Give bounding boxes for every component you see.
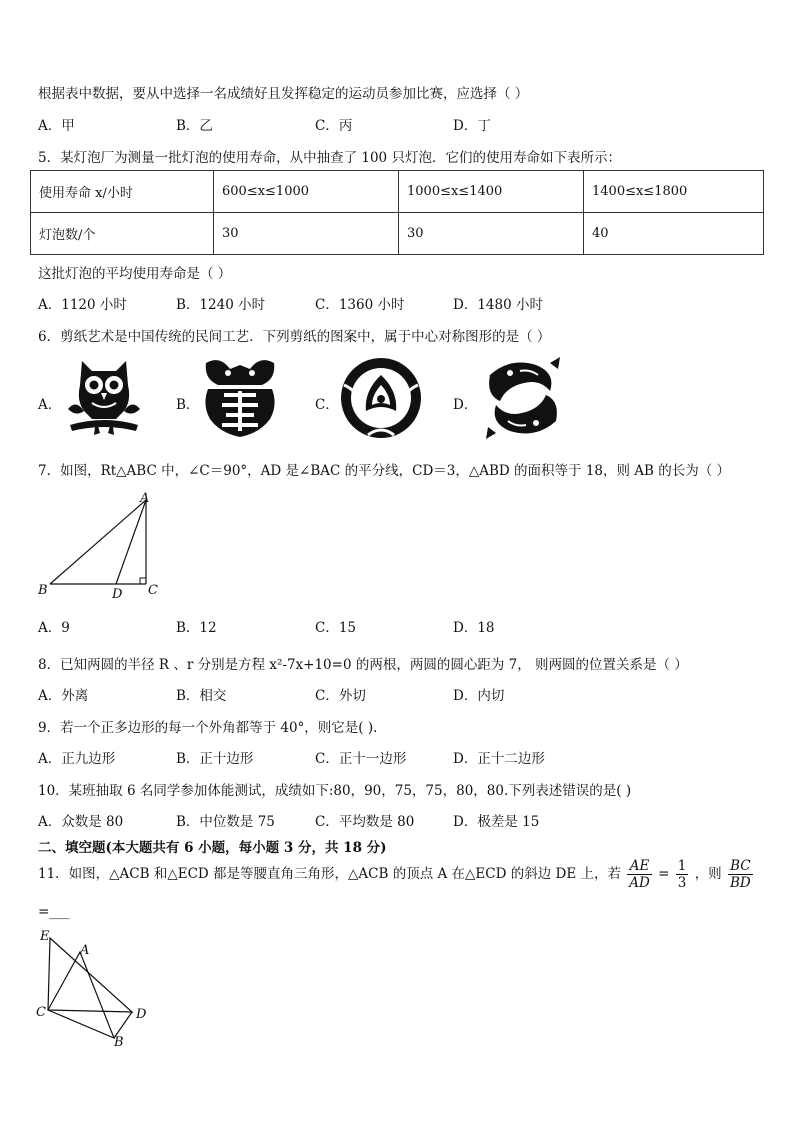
q11-answer-blank[interactable]: =___ [38, 904, 70, 920]
q11-fraction-bc-bd [728, 858, 753, 891]
table-cell: 灯泡数/个 [31, 213, 214, 255]
q5-options [38, 293, 758, 313]
q5-question: 这批灯泡的平均使用寿命是（ ） [38, 266, 232, 282]
table-cell: 使用寿命 x/小时 [31, 171, 214, 213]
q7-label-b: B [38, 583, 48, 598]
q10-stem: 10．某班抽取 6 名同学参加体能测试，成绩如下:80，90，75，75，80，80.下列表述错误的是( ) [38, 783, 632, 799]
q6-stem: 6．剪纸艺术是中国传统的民间工艺．下列剪纸的图案中，属于中心对称图形的是（ ） [38, 329, 551, 345]
q9-option-d[interactable]: D．正十二边形 [453, 751, 545, 767]
q8-option-a[interactable]: A．外离 [38, 688, 89, 704]
q8-stem: 8．已知两圆的半径 R 、r 分别是方程 x²-7x+10=0 的两根，两圆的圆心距为 7， 则两圆的位置关系是（ ） [38, 657, 688, 673]
frac-denominator: BD [729, 875, 751, 891]
q7-label-d: D [112, 587, 123, 600]
q4-option-b[interactable]: B．乙 [176, 118, 213, 134]
q5-option-d[interactable]: D．1480 小时 [453, 297, 543, 313]
q7-label-a: A [140, 491, 150, 506]
q7-option-c[interactable]: C．15 [315, 620, 357, 636]
q7-stem: 7．如图，Rt△ABC 中，∠C＝90°，AD 是∠BAC 的平分线，CD＝3，△ABD 的面积等于 18，则 AB 的长为（ ） [38, 463, 731, 479]
q4-options [38, 114, 758, 134]
q10-option-d[interactable]: D．极差是 15 [453, 814, 540, 830]
frac-numerator: 1 [677, 858, 687, 874]
q4-option-d[interactable]: D．丁 [453, 118, 491, 134]
q9-option-c[interactable]: C．正十一边形 [315, 751, 407, 767]
swirl-fish-papercut-icon[interactable] [480, 355, 566, 445]
frac-numerator: AE [627, 858, 652, 875]
frac-denominator: AD [629, 875, 650, 891]
q8-option-b[interactable]: B．相交 [176, 688, 227, 704]
q11-label-e: E [40, 929, 50, 944]
q6-papercut-images [38, 355, 598, 445]
frac-numerator: BC [728, 858, 753, 875]
q10-option-c[interactable]: C．平均数是 80 [315, 814, 415, 830]
q4-option-c[interactable]: C．丙 [315, 118, 353, 134]
table-cell: 30 [399, 213, 584, 255]
q11-label-c: C [36, 1005, 46, 1020]
q9-stem: 9．若一个正多边形的每一个外角都等于 40°，则它是( ). [38, 720, 378, 736]
q10-option-b[interactable]: B．中位数是 75 [176, 814, 275, 830]
table-cell: 40 [584, 213, 764, 255]
q11-label-a: A [80, 943, 90, 958]
q7-option-b[interactable]: B．12 [176, 620, 217, 636]
double-happiness-papercut-icon[interactable] [200, 355, 280, 445]
q5-lifespan-table [30, 170, 764, 255]
q11-stem-mid: ，则 [694, 866, 722, 882]
q6-label-b[interactable]: B． [176, 397, 200, 413]
table-cell: 600≤x≤1000 [214, 171, 399, 213]
table-cell: 1000≤x≤1400 [399, 171, 584, 213]
q9-option-b[interactable]: B．正十边形 [176, 751, 254, 767]
q11-fraction-ae-ad [627, 858, 652, 891]
table-row [31, 171, 764, 213]
q10-options [38, 810, 758, 830]
q11-label-b: B [114, 1035, 124, 1050]
section-title: 二、填空题(本大题共有 6 小题，每小题 3 分，共 18 分) [38, 840, 387, 856]
q11-stem-text: 11．如图，△ACB 和△ECD 都是等腰直角三角形，△ACB 的顶点 A 在△ECD 的斜边 DE 上，若 [38, 866, 621, 882]
frac-denominator: 3 [677, 875, 687, 891]
q7-label-c: C [148, 583, 158, 598]
q5-option-a[interactable]: A．1120 小时 [38, 297, 127, 313]
q9-options [38, 747, 758, 767]
q5-option-c[interactable]: C．1360 小时 [315, 297, 405, 313]
three-fish-papercut-icon[interactable] [338, 355, 424, 445]
q6-label-c[interactable]: C． [315, 397, 339, 413]
table-cell: 1400≤x≤1800 [584, 171, 764, 213]
q8-option-d[interactable]: D．内切 [453, 688, 505, 704]
intro-text: 根据表中数据，要从中选择一名成绩好且发挥稳定的运动员参加比赛，应选择（ ） [38, 86, 529, 102]
q9-option-a[interactable]: A．正九边形 [38, 751, 116, 767]
q6-label-d[interactable]: D． [453, 397, 478, 413]
q11-fraction-one-third [676, 858, 689, 891]
q7-triangle-figure [34, 488, 164, 604]
q8-option-c[interactable]: C．外切 [315, 688, 366, 704]
q10-option-a[interactable]: A．众数是 80 [38, 814, 124, 830]
q5-option-b[interactable]: B．1240 小时 [176, 297, 266, 313]
q6-label-a[interactable]: A． [38, 397, 62, 413]
q7-options [38, 616, 758, 636]
q8-options [38, 684, 758, 704]
q7-option-d[interactable]: D．18 [453, 620, 495, 636]
table-cell: 30 [214, 213, 399, 255]
owl-papercut-icon[interactable] [66, 355, 142, 445]
equals-sign: = [658, 866, 670, 882]
q7-option-a[interactable]: A．9 [38, 620, 70, 636]
q5-stem: 5．某灯泡厂为测量一批灯泡的使用寿命，从中抽查了 100 只灯泡．它们的使用寿命如下表所示： [38, 150, 621, 166]
table-row [31, 213, 764, 255]
q11-triangles-figure [30, 926, 160, 1054]
q11-stem [38, 858, 755, 891]
q4-option-a[interactable]: A．甲 [38, 118, 75, 134]
q11-label-d: D [136, 1007, 147, 1022]
